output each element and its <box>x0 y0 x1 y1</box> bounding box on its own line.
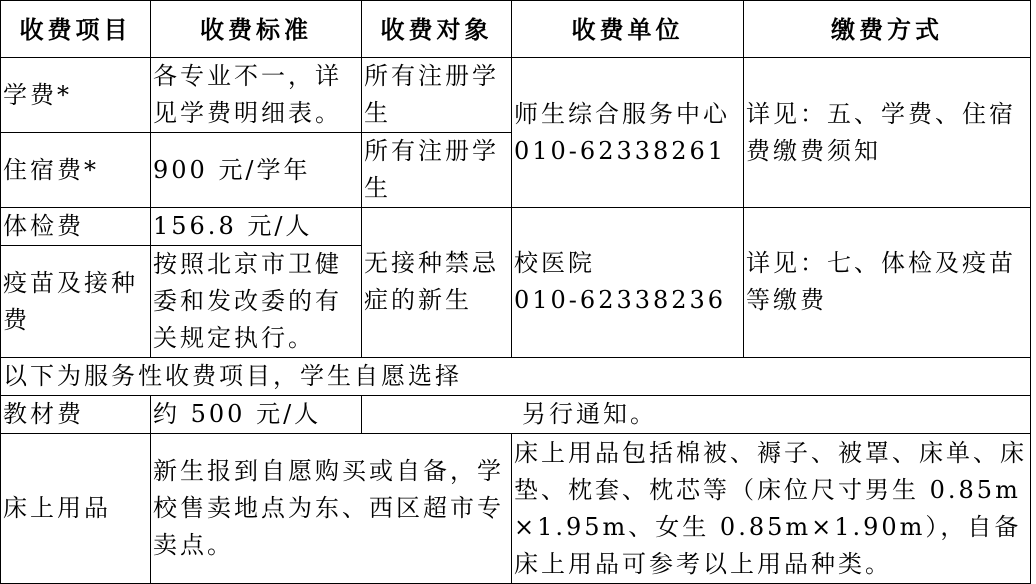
table-row <box>1 208 1031 246</box>
table-row <box>1 434 1031 584</box>
header-target: 收费对象 <box>362 1 512 58</box>
service-center-payment: 详见：五、学费、住宿费缴费须知 <box>744 58 1031 208</box>
tuition-standard: 各专业不一，详见学费明细表。 <box>151 58 362 133</box>
service-note: 以下为服务性收费项目，学生自愿选择 <box>1 358 1031 396</box>
vaccine-standard: 按照北京市卫健委和发改委的有关规定执行。 <box>151 246 362 358</box>
textbook-note: 另行通知。 <box>362 396 1031 434</box>
tuition-item: 学费* <box>1 58 151 133</box>
checkup-item: 体检费 <box>1 208 151 246</box>
housing-target: 所有注册学生 <box>362 133 512 208</box>
clinic-target: 无接种禁忌症的新生 <box>362 208 512 358</box>
checkup-standard: 156.8 元/人 <box>151 208 362 246</box>
table-row <box>1 358 1031 396</box>
unit-phone: 010-62338236 <box>514 286 727 314</box>
table-row <box>1 58 1031 133</box>
bedding-item: 床上用品 <box>1 434 151 584</box>
clinic-payment: 详见：七、体检及疫苗等缴费 <box>744 208 1031 358</box>
header-unit: 收费单位 <box>512 1 744 58</box>
textbook-standard: 约 500 元/人 <box>151 396 362 434</box>
housing-item: 住宿费* <box>1 133 151 208</box>
bedding-note: 床上用品包括棉被、褥子、被罩、床单、床垫、枕套、枕芯等（床位尺寸男生 0.85m×1.95m、女生 0.85m×1.90m），自备床上用品可参考以上用品种类。 <box>512 434 1031 584</box>
bedding-standard: 新生报到自愿购买或自备，学校售卖地点为东、西区超市专卖点。 <box>151 434 512 584</box>
unit-name: 校医院 <box>514 249 595 277</box>
header-standard: 收费标准 <box>151 1 362 58</box>
housing-standard: 900 元/学年 <box>151 133 362 208</box>
header-item: 收费项目 <box>1 1 151 58</box>
table-row <box>1 396 1031 434</box>
tuition-target: 所有注册学生 <box>362 58 512 133</box>
service-center-unit <box>512 58 744 208</box>
clinic-unit <box>512 208 744 358</box>
textbook-item: 教材费 <box>1 396 151 434</box>
header-payment: 缴费方式 <box>744 1 1031 58</box>
unit-name: 师生综合服务中心 <box>514 99 730 128</box>
unit-phone: 010-62338261 <box>514 136 727 165</box>
vaccine-item: 疫苗及接种费 <box>1 246 151 358</box>
header-row <box>1 1 1031 58</box>
